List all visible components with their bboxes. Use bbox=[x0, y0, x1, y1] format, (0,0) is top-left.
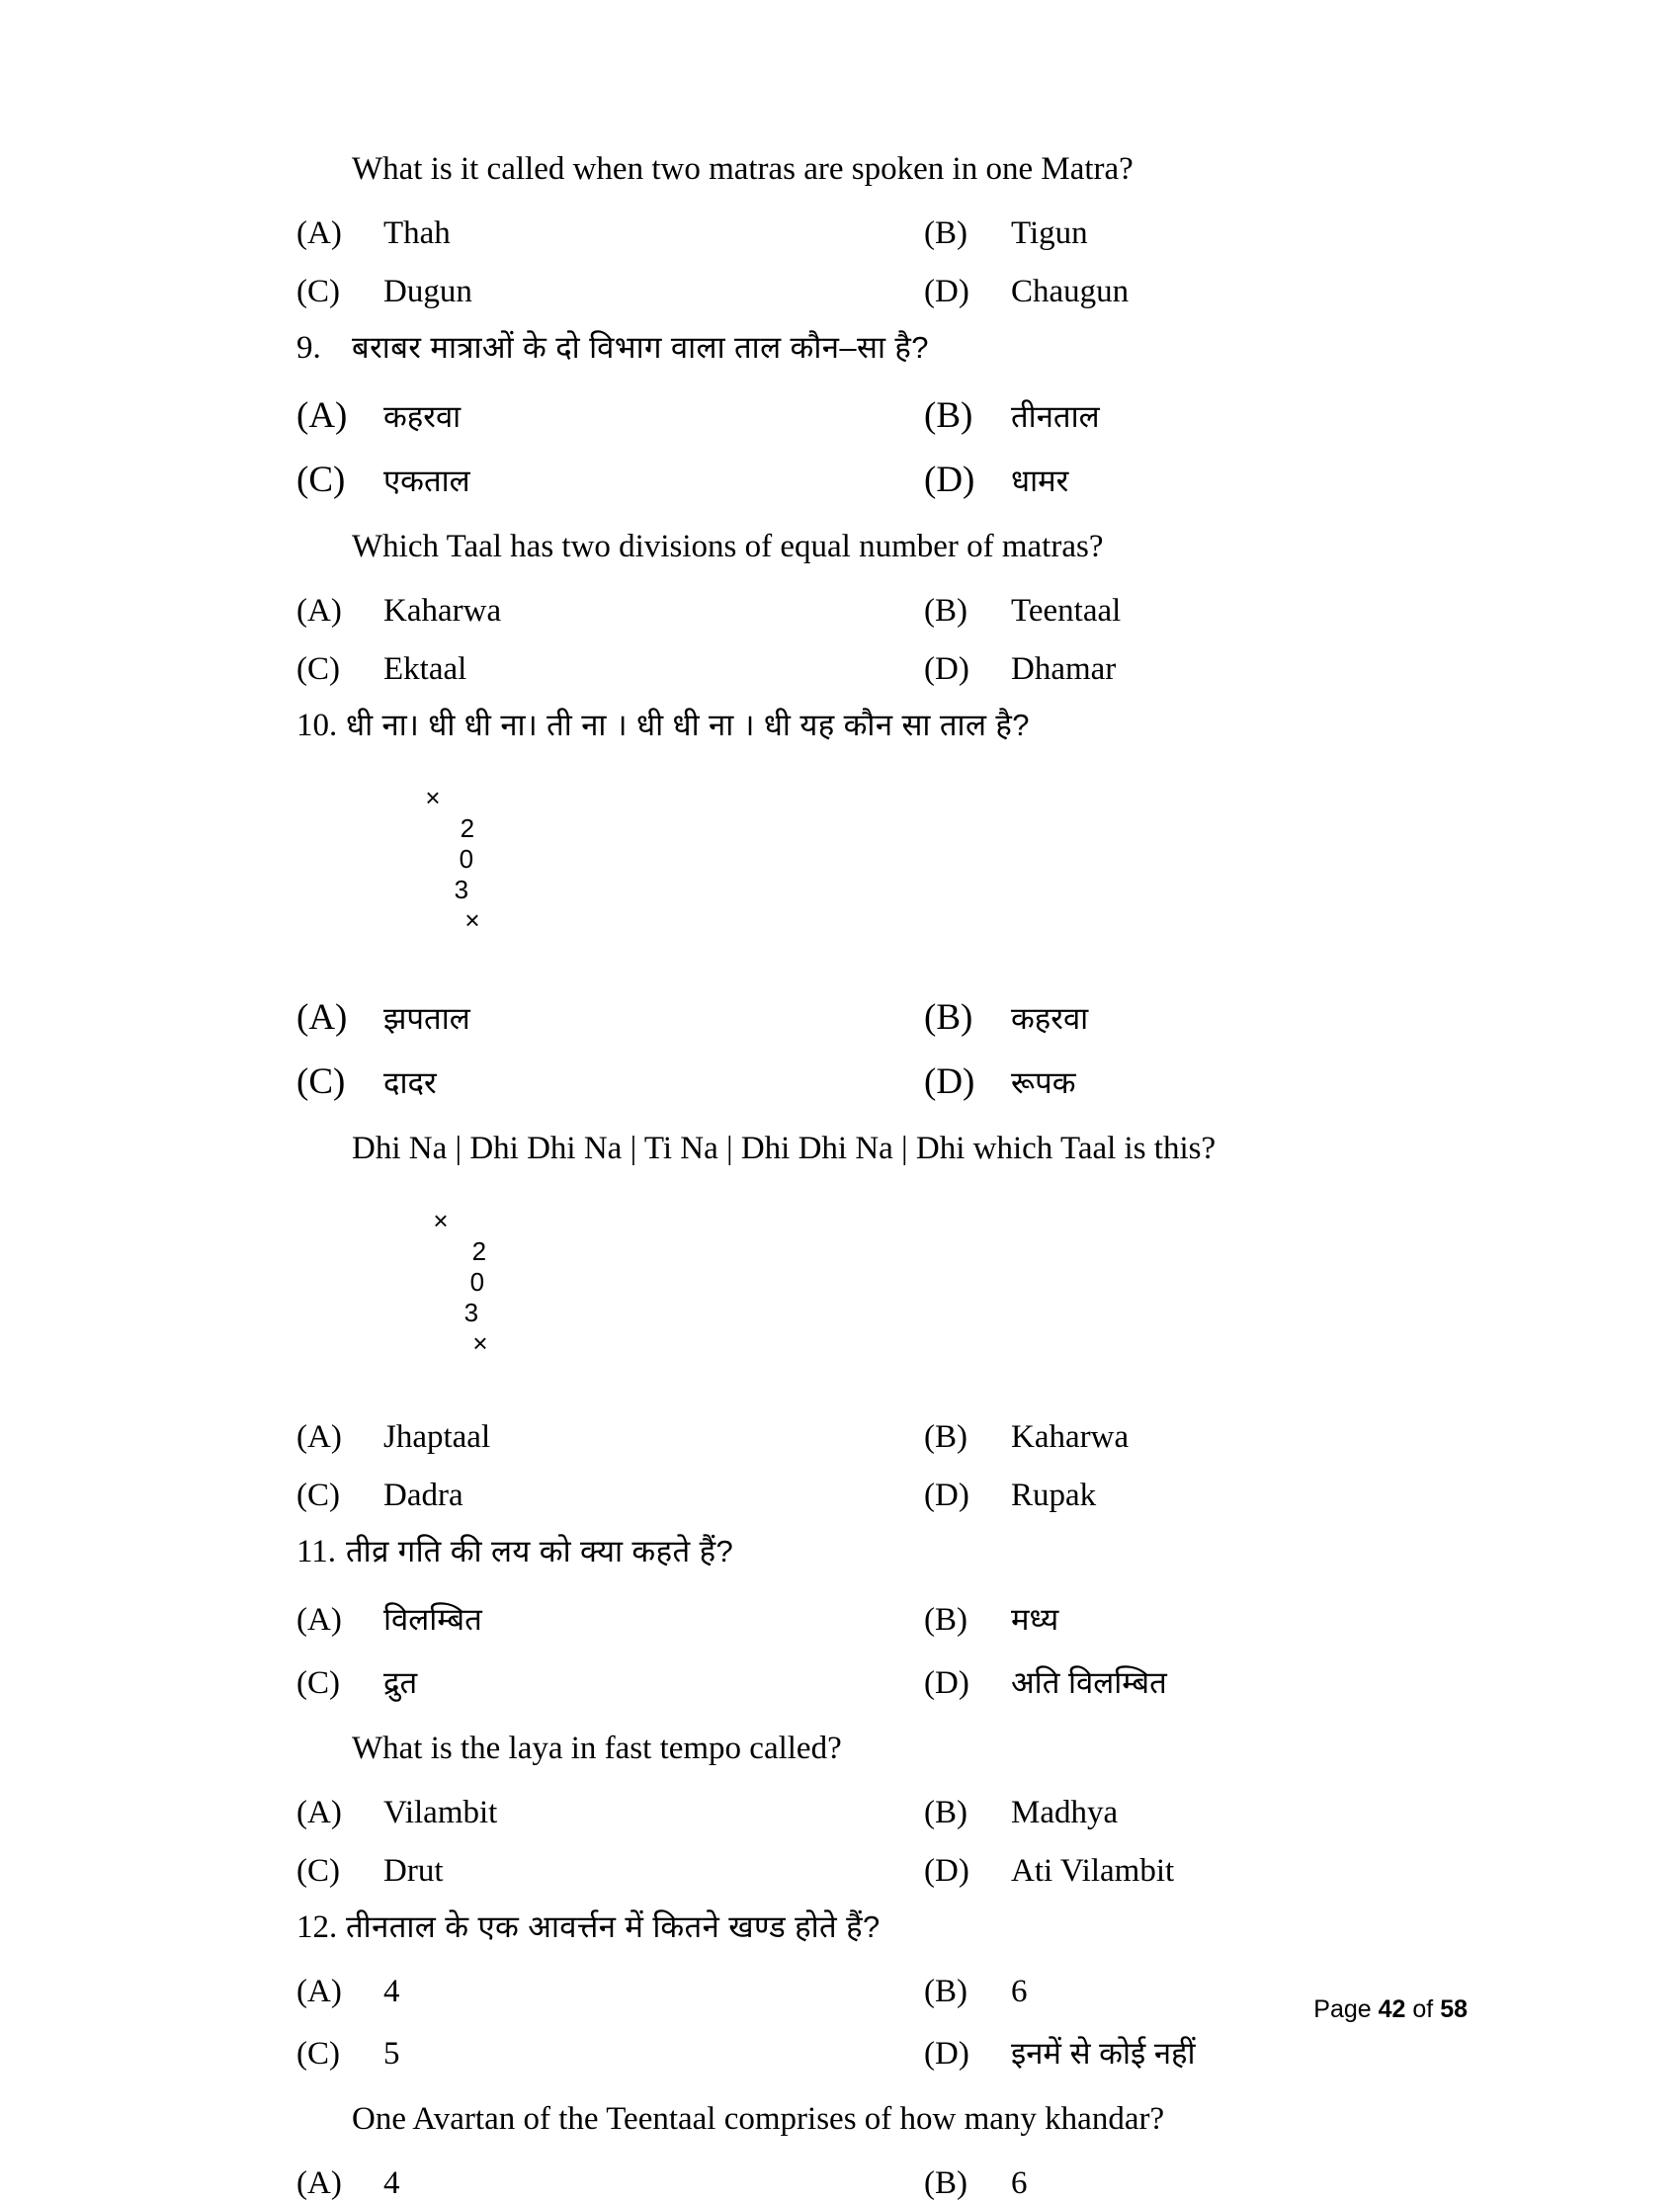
option-a[interactable] bbox=[296, 2165, 924, 2202]
option-text: मध्य bbox=[1011, 1602, 1059, 1637]
option-c[interactable] bbox=[296, 2036, 924, 2073]
option-c[interactable] bbox=[296, 1478, 924, 1514]
option-row bbox=[296, 996, 1468, 1039]
option-label: (C) bbox=[296, 1665, 340, 1701]
option-label: (B) bbox=[924, 215, 967, 251]
option-row bbox=[296, 394, 1468, 437]
option-row bbox=[296, 1060, 1468, 1103]
option-a[interactable] bbox=[296, 1598, 924, 1640]
option-text: Madhya bbox=[1011, 1795, 1119, 1830]
option-row bbox=[296, 651, 1468, 688]
option-text: Vilambit bbox=[383, 1795, 498, 1830]
question-number: 10. bbox=[296, 708, 338, 743]
option-text: अति विलम्बित bbox=[1011, 1665, 1167, 1700]
question-number: 9. bbox=[296, 330, 321, 366]
option-text: Drut bbox=[383, 1853, 444, 1889]
option-d[interactable] bbox=[924, 274, 1129, 310]
option-label: (D) bbox=[924, 274, 969, 309]
option-row bbox=[296, 1974, 1468, 2010]
question-12-english: One Avartan of the Teentaal comprises of how many khandar? bbox=[352, 2101, 1165, 2137]
option-text: Dugun bbox=[383, 274, 472, 309]
option-label: (B) bbox=[924, 1974, 967, 2009]
option-a[interactable] bbox=[296, 1974, 924, 2010]
option-d[interactable] bbox=[924, 1060, 1076, 1103]
option-b[interactable] bbox=[924, 1795, 1118, 1831]
option-label: (A) bbox=[296, 1795, 342, 1830]
question-stem: What is it called when two matras are spoken in one Matra? bbox=[352, 151, 1134, 187]
option-d[interactable] bbox=[924, 2032, 1196, 2074]
option-text: इनमें से कोई नहीं bbox=[1011, 2036, 1196, 2071]
option-text: द्रुत bbox=[383, 1665, 418, 1700]
footer-middle: of bbox=[1412, 1995, 1434, 2023]
footer-current-page: 42 bbox=[1378, 1995, 1406, 2023]
matra-marker: 2 bbox=[460, 813, 475, 843]
option-text: Kaharwa bbox=[383, 593, 502, 629]
option-row bbox=[296, 215, 1468, 252]
option-c[interactable] bbox=[296, 1060, 924, 1103]
option-label: (B) bbox=[924, 997, 973, 1038]
option-b[interactable] bbox=[924, 593, 1121, 630]
option-a[interactable] bbox=[296, 1795, 924, 1831]
option-b[interactable] bbox=[924, 1598, 1058, 1640]
option-label: (D) bbox=[924, 1665, 969, 1701]
question-stem: तीनताल के एक आवर्त्तन में कितने खण्ड होते हैं? bbox=[346, 1909, 881, 1944]
option-text: झपताल bbox=[383, 1001, 470, 1036]
question-10-hindi bbox=[296, 710, 1468, 742]
option-text: 5 bbox=[383, 2036, 400, 2072]
option-label: (C) bbox=[296, 460, 346, 500]
option-text: Ektaal bbox=[383, 651, 467, 687]
option-text: एकताल bbox=[383, 464, 470, 498]
option-row bbox=[296, 593, 1468, 630]
question-10-english: Dhi Na | Dhi Dhi Na | Ti Na | Dhi Dhi Na | Dhi which Taal is this? bbox=[352, 1131, 1217, 1166]
option-label: (C) bbox=[296, 651, 340, 687]
option-row bbox=[296, 1419, 1468, 1456]
option-row bbox=[296, 1661, 1468, 1703]
option-row bbox=[296, 1795, 1468, 1831]
option-label: (A) bbox=[296, 1602, 342, 1638]
option-c[interactable] bbox=[296, 274, 924, 310]
option-label: (B) bbox=[924, 395, 973, 436]
matra-marker: 0 bbox=[469, 1267, 485, 1297]
option-label: (D) bbox=[924, 2036, 969, 2072]
option-label: (A) bbox=[296, 2165, 342, 2201]
page-footer bbox=[1313, 1995, 1468, 2024]
option-row bbox=[296, 1478, 1468, 1514]
option-a[interactable] bbox=[296, 1419, 924, 1456]
option-b[interactable] bbox=[924, 1419, 1129, 1456]
option-label: (C) bbox=[296, 1478, 340, 1513]
matra-marker-row-hindi bbox=[296, 752, 1468, 967]
option-row bbox=[296, 274, 1468, 310]
matra-marker: × bbox=[433, 1206, 449, 1235]
option-d[interactable] bbox=[924, 459, 1068, 501]
option-label: (A) bbox=[296, 997, 348, 1038]
option-row bbox=[296, 2032, 1468, 2074]
option-label: (D) bbox=[924, 1061, 975, 1102]
matra-marker: × bbox=[464, 905, 480, 935]
option-text: Rupak bbox=[1011, 1478, 1097, 1513]
option-text: धामर bbox=[1011, 464, 1069, 498]
option-b[interactable] bbox=[924, 215, 1088, 252]
option-row bbox=[296, 2165, 1468, 2202]
option-label: (A) bbox=[296, 395, 348, 436]
option-text: कहरवा bbox=[383, 399, 462, 434]
question-stem: धी ना। धी धी ना। ती ना । धी धी ना । धी यह कौन सा ताल है? bbox=[346, 708, 1030, 742]
option-a[interactable] bbox=[296, 215, 924, 252]
option-label: (A) bbox=[296, 1974, 342, 2009]
option-text: कहरवा bbox=[1011, 1001, 1089, 1036]
footer-prefix: Page bbox=[1313, 1995, 1372, 2023]
option-text: 4 bbox=[383, 1974, 400, 2009]
option-label: (B) bbox=[924, 1602, 967, 1638]
option-text: 6 bbox=[1011, 2165, 1028, 2201]
option-label: (C) bbox=[296, 2036, 340, 2072]
option-label: (A) bbox=[296, 1419, 342, 1455]
option-label: (B) bbox=[924, 1419, 967, 1455]
option-row bbox=[296, 1853, 1468, 1890]
matra-marker: 3 bbox=[454, 875, 469, 904]
option-d[interactable] bbox=[924, 1661, 1167, 1703]
question-stem: तीव्र गति की लय को क्या कहते हैं? bbox=[346, 1534, 734, 1568]
option-text: Teentaal bbox=[1011, 593, 1122, 629]
question-12-hindi bbox=[296, 1911, 1468, 1944]
option-a[interactable] bbox=[296, 593, 924, 630]
option-label: (C) bbox=[296, 1061, 346, 1102]
option-text: Ati Vilambit bbox=[1011, 1853, 1175, 1889]
option-text: Jhaptaal bbox=[383, 1419, 491, 1455]
option-c[interactable] bbox=[296, 651, 924, 688]
option-c[interactable] bbox=[296, 1661, 924, 1703]
question-number: 12. bbox=[296, 1909, 338, 1945]
option-b[interactable] bbox=[924, 996, 1088, 1039]
option-label: (D) bbox=[924, 651, 969, 687]
question-9-hindi bbox=[296, 332, 1468, 365]
option-label: (D) bbox=[924, 1853, 969, 1889]
matra-marker: 3 bbox=[463, 1298, 479, 1327]
option-a[interactable] bbox=[296, 394, 924, 437]
option-label: (B) bbox=[924, 1795, 967, 1830]
option-label: (B) bbox=[924, 2165, 967, 2201]
option-text: Thah bbox=[383, 215, 451, 251]
option-row bbox=[296, 1598, 1468, 1640]
option-label: (D) bbox=[924, 460, 975, 500]
question-stem: बराबर मात्राओं के दो विभाग वाला ताल कौन–सा है? bbox=[352, 330, 929, 365]
option-b[interactable] bbox=[924, 2165, 1028, 2202]
option-d[interactable] bbox=[924, 651, 1116, 688]
question-number: 11. bbox=[296, 1534, 337, 1569]
option-b[interactable] bbox=[924, 394, 1100, 437]
option-text: Dhamar bbox=[1011, 651, 1117, 687]
option-c[interactable] bbox=[296, 1853, 924, 1890]
option-label: (A) bbox=[296, 593, 342, 629]
matra-marker: × bbox=[472, 1328, 488, 1358]
option-text: रूपक bbox=[1011, 1065, 1076, 1100]
option-text: दादर bbox=[383, 1065, 437, 1100]
option-text: 6 bbox=[1011, 1974, 1028, 2009]
option-text: Chaugun bbox=[1011, 274, 1130, 309]
option-text: Dadra bbox=[383, 1478, 463, 1513]
option-label: (D) bbox=[924, 1478, 969, 1513]
option-label: (A) bbox=[296, 215, 342, 251]
option-text: विलम्बित bbox=[383, 1602, 482, 1637]
matra-marker: 0 bbox=[459, 844, 474, 874]
question-9-english: Which Taal has two divisions of equal number of matras? bbox=[352, 529, 1104, 564]
option-label: (C) bbox=[296, 274, 340, 309]
option-text: 4 bbox=[383, 2165, 400, 2201]
option-label: (C) bbox=[296, 1853, 340, 1889]
matra-marker: × bbox=[425, 783, 441, 812]
matra-marker: 2 bbox=[471, 1236, 487, 1266]
option-text: तीनताल bbox=[1011, 399, 1100, 434]
option-c[interactable] bbox=[296, 459, 924, 501]
option-text: Kaharwa bbox=[1011, 1419, 1130, 1455]
matra-marker-row-english bbox=[296, 1175, 1468, 1390]
option-d[interactable] bbox=[924, 1853, 1174, 1890]
question-11-english: What is the laya in fast tempo called? bbox=[352, 1731, 842, 1766]
footer-total-pages: 58 bbox=[1440, 1995, 1468, 2023]
option-d[interactable] bbox=[924, 1478, 1096, 1514]
option-b[interactable] bbox=[924, 1974, 1028, 2010]
option-row bbox=[296, 459, 1468, 501]
option-text: Tigun bbox=[1011, 215, 1088, 251]
option-label: (B) bbox=[924, 593, 967, 629]
question-11-hindi bbox=[296, 1536, 1468, 1568]
option-a[interactable] bbox=[296, 996, 924, 1039]
